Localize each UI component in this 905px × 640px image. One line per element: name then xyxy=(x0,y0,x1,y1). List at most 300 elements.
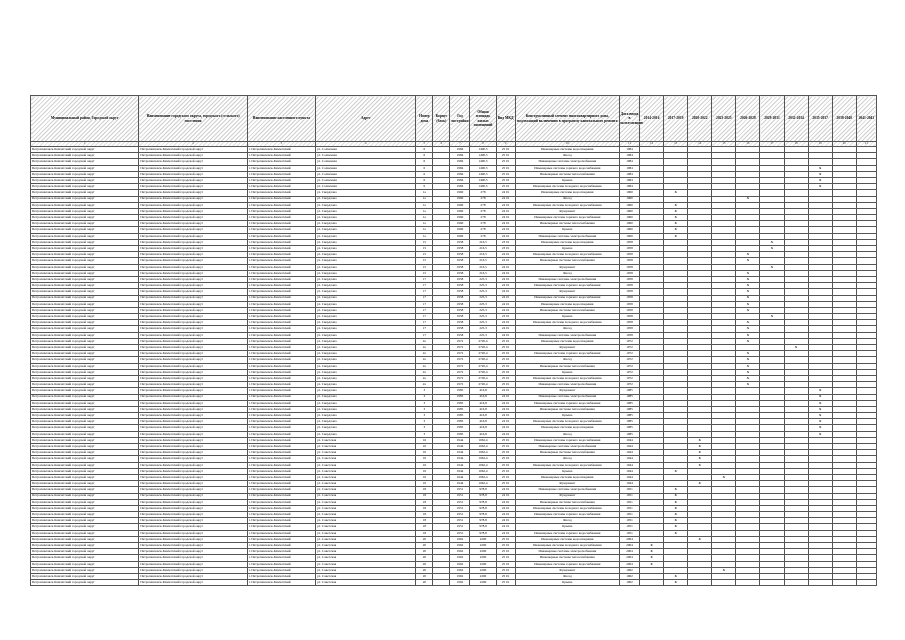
column-header: Наименование городского округа, городского (сельского) поселения xyxy=(139,96,247,142)
period-cell: Х xyxy=(736,252,760,258)
locality-cell: г. Петропавловск-Камчатский xyxy=(247,580,315,586)
building-type-cell: 25 01 xyxy=(496,474,515,480)
locality-cell: г. Петропавловск-Камчатский xyxy=(247,196,315,202)
address-cell: ул. Свердлова xyxy=(315,314,415,320)
commission-date-cell: 1958 xyxy=(619,289,639,295)
building-type-cell: 24 01 xyxy=(496,320,515,326)
locality-cell: г. Петропавловск-Камчатский xyxy=(247,431,315,437)
address-cell: ул. Советская xyxy=(315,524,415,530)
address-cell: ул. Свердлова xyxy=(315,406,415,412)
period-cell: Х xyxy=(736,382,760,388)
build-year-cell: 1960 xyxy=(450,196,470,202)
column-number: 2 xyxy=(139,142,247,147)
district-cell: Петропавловск-Камчатский городской округ xyxy=(31,153,139,159)
district-cell: Петропавловск-Камчатский городской округ xyxy=(31,549,139,555)
element-cell: Фундамент xyxy=(515,567,619,573)
area-cell: 2720,4 xyxy=(470,357,496,363)
address-cell: ул. Свердлова xyxy=(315,431,415,437)
column-number: 17 xyxy=(760,142,784,147)
column-header: 2026-2028 xyxy=(736,96,760,142)
build-year-cell: 1984 xyxy=(450,159,470,165)
district-cell: Петропавловск-Камчатский городской округ xyxy=(31,493,139,499)
building-type-cell: 24 01 xyxy=(496,524,515,530)
house-number-cell: 6 xyxy=(416,165,433,171)
locality-cell: г. Петропавловск-Камчатский xyxy=(247,258,315,264)
settlement-cell: Петропавловск-Камчатский городской округ xyxy=(139,270,247,276)
address-cell: ул. Советская xyxy=(315,580,415,586)
area-cell: 216,5 xyxy=(470,264,496,270)
period-cell: Х xyxy=(736,301,760,307)
house-number-cell: 15 xyxy=(416,258,433,264)
element-cell: Инженерные системы холодного водоснабжения xyxy=(515,505,619,511)
column-number: 20 xyxy=(832,142,856,147)
house-number-cell: 2а xyxy=(416,363,433,369)
area-cell: 278 xyxy=(470,208,496,214)
address-cell: ул. Свердлова xyxy=(315,208,415,214)
build-year-cell: 1962 xyxy=(450,543,470,549)
period-cell xyxy=(856,580,876,586)
locality-cell: г. Петропавловск-Камчатский xyxy=(247,468,315,474)
element-cell: Инженерные системы горячего водоснабжения xyxy=(515,295,619,301)
locality-cell: г. Петропавловск-Камчатский xyxy=(247,437,315,443)
house-number-cell: 17 xyxy=(416,307,433,313)
element-cell: Инженерные системы водоотведения xyxy=(515,536,619,542)
area-cell: 2720,4 xyxy=(470,345,496,351)
house-number-cell: 2а xyxy=(416,357,433,363)
period-cell xyxy=(760,580,784,586)
area-cell: 225,3 xyxy=(470,307,496,313)
area-cell: 978,8 xyxy=(470,518,496,524)
area-cell: 278 xyxy=(470,196,496,202)
locality-cell: г. Петропавловск-Камчатский xyxy=(247,425,315,431)
building-type-cell: 24 01 xyxy=(496,221,515,227)
element-cell: Фасад xyxy=(515,431,619,437)
commission-date-cell: 1958 xyxy=(619,246,639,252)
column-header: 2029-2031 xyxy=(760,96,784,142)
period-cell: Х xyxy=(736,289,760,295)
column-header: 2041-2043 xyxy=(856,96,876,142)
district-cell: Петропавловск-Камчатский городской округ xyxy=(31,326,139,332)
locality-cell: г. Петропавловск-Камчатский xyxy=(247,406,315,412)
house-number-cell: 6 xyxy=(416,171,433,177)
locality-cell: г. Петропавловск-Камчатский xyxy=(247,221,315,227)
building-type-cell: 25 01 xyxy=(496,555,515,561)
period-cell: Х xyxy=(664,573,688,579)
district-cell: Петропавловск-Камчатский городской округ xyxy=(31,338,139,344)
district-cell: Петропавловск-Камчатский городской округ xyxy=(31,369,139,375)
locality-cell: г. Петропавловск-Камчатский xyxy=(247,400,315,406)
area-cell: 278 xyxy=(470,233,496,239)
commission-date-cell: 1985 xyxy=(619,406,639,412)
element-cell: Инженерные системы электроснабжения xyxy=(515,332,619,338)
element-cell: Фасад xyxy=(515,357,619,363)
element-cell: Инженерные системы холодного водоснабжения xyxy=(515,462,619,468)
house-number-cell: 17 xyxy=(416,276,433,282)
house-number-cell: 20 xyxy=(416,555,433,561)
address-cell: ул. Советская xyxy=(315,573,415,579)
settlement-cell: Петропавловск-Камчатский городской округ xyxy=(139,536,247,542)
district-cell: Петропавловск-Камчатский городской округ xyxy=(31,320,139,326)
house-number-cell: 16 xyxy=(416,481,433,487)
settlement-cell: Петропавловск-Камчатский городской округ xyxy=(139,394,247,400)
build-year-cell: 1962 xyxy=(450,536,470,542)
area-cell: 225,3 xyxy=(470,332,496,338)
commission-date-cell: 1944 xyxy=(619,481,639,487)
settlement-cell: Петропавловск-Камчатский городской округ xyxy=(139,561,247,567)
area-cell: 978,8 xyxy=(470,524,496,530)
area-cell: 225,3 xyxy=(470,320,496,326)
period-cell: Х xyxy=(760,264,784,270)
house-number-cell: 1а xyxy=(416,190,433,196)
area-cell: 1400,5 xyxy=(470,159,496,165)
house-number-cell: 20 xyxy=(416,536,433,542)
column-header: 2017-2019 xyxy=(664,96,688,142)
period-cell: Х xyxy=(808,419,832,425)
block-cell xyxy=(433,580,450,586)
locality-cell: г. Петропавловск-Камчатский xyxy=(247,357,315,363)
locality-cell: г. Петропавловск-Камчатский xyxy=(247,444,315,450)
column-header: Адрес xyxy=(315,96,415,142)
building-type-cell: 24 01 xyxy=(496,406,515,412)
house-number-cell: 2а xyxy=(416,369,433,375)
building-type-cell: 25 01 xyxy=(496,468,515,474)
build-year-cell: 1951 xyxy=(450,499,470,505)
commission-date-cell: 1958 xyxy=(619,301,639,307)
settlement-cell: Петропавловск-Камчатский городской округ xyxy=(139,233,247,239)
column-number: 6 xyxy=(433,142,450,147)
period-cell: Х xyxy=(736,295,760,301)
commission-date-cell: 1958 xyxy=(619,239,639,245)
address-cell: ул. Свердлова xyxy=(315,388,415,394)
settlement-cell: Петропавловск-Камчатский городской округ xyxy=(139,425,247,431)
locality-cell: г. Петропавловск-Камчатский xyxy=(247,252,315,258)
locality-cell: г. Петропавловск-Камчатский xyxy=(247,549,315,555)
period-cell: Х xyxy=(664,580,688,586)
district-cell: Петропавловск-Камчатский городской округ xyxy=(31,196,139,202)
building-type-cell: 24 01 xyxy=(496,270,515,276)
locality-cell: г. Петропавловск-Камчатский xyxy=(247,524,315,530)
building-type-cell: 25 01 xyxy=(496,357,515,363)
building-type-cell: 23 01 xyxy=(496,314,515,320)
period-cell: Х xyxy=(784,345,808,351)
building-type-cell: 25 01 xyxy=(496,567,515,573)
district-cell: Петропавловск-Камчатский городской округ xyxy=(31,221,139,227)
settlement-cell: Петропавловск-Камчатский городской округ xyxy=(139,196,247,202)
element-cell: Инженерные системы холодного водоснабжения xyxy=(515,419,619,425)
address-cell: ул. Свердлова xyxy=(315,295,415,301)
area-cell: 2200 xyxy=(470,573,496,579)
build-year-cell: 1958 xyxy=(450,270,470,276)
element-cell: Инженерные системы холодного водоснабжения xyxy=(515,320,619,326)
district-cell: Петропавловск-Камчатский городской округ xyxy=(31,561,139,567)
build-year-cell: 1944 xyxy=(450,437,470,443)
period-cell: Х xyxy=(736,369,760,375)
address-cell: ул. Советская xyxy=(315,462,415,468)
locality-cell: г. Петропавловск-Камчатский xyxy=(247,184,315,190)
building-type-cell: 24 01 xyxy=(496,394,515,400)
settlement-cell: Петропавловск-Камчатский городской округ xyxy=(139,493,247,499)
column-number: 18 xyxy=(784,142,808,147)
element-cell: Фасад xyxy=(515,153,619,159)
district-cell: Петропавловск-Камчатский городской округ xyxy=(31,215,139,221)
locality-cell: г. Петропавловск-Камчатский xyxy=(247,264,315,270)
district-cell: Петропавловск-Камчатский городской округ xyxy=(31,283,139,289)
period-cell: Х xyxy=(688,437,712,443)
address-cell: ул. Солнечная xyxy=(315,147,415,153)
district-cell: Петропавловск-Камчатский городской округ xyxy=(31,332,139,338)
column-number: 8 xyxy=(470,142,496,147)
district-cell: Петропавловск-Камчатский городской округ xyxy=(31,505,139,511)
build-year-cell: 1951 xyxy=(450,530,470,536)
period-cell: Х xyxy=(808,388,832,394)
commission-date-cell: 2004 xyxy=(619,536,639,542)
house-number-cell: 1а xyxy=(416,196,433,202)
district-cell: Петропавловск-Камчатский городской округ xyxy=(31,202,139,208)
building-type-cell: 25 01 xyxy=(496,437,515,443)
district-cell: Петропавловск-Камчатский городской округ xyxy=(31,382,139,388)
locality-cell: г. Петропавловск-Камчатский xyxy=(247,518,315,524)
commission-date-cell: 2004 xyxy=(619,561,639,567)
commission-date-cell: 1958 xyxy=(619,276,639,282)
district-cell: Петропавловск-Камчатский городской округ xyxy=(31,375,139,381)
area-cell: 1062,4 xyxy=(470,481,496,487)
build-year-cell: 1951 xyxy=(450,518,470,524)
building-type-cell: 25 01 xyxy=(496,369,515,375)
district-cell: Петропавловск-Камчатский городской округ xyxy=(31,543,139,549)
locality-cell: г. Петропавловск-Камчатский xyxy=(247,555,315,561)
settlement-cell: Петропавловск-Камчатский городской округ xyxy=(139,345,247,351)
district-cell: Петропавловск-Камчатский городской округ xyxy=(31,363,139,369)
locality-cell: г. Петропавловск-Камчатский xyxy=(247,375,315,381)
settlement-cell: Петропавловск-Камчатский городской округ xyxy=(139,332,247,338)
building-type-cell: 24 01 xyxy=(496,301,515,307)
element-cell: Инженерные системы холодного водоснабжения xyxy=(515,202,619,208)
building-type-cell: 25 01 xyxy=(496,450,515,456)
build-year-cell: 1944 xyxy=(450,450,470,456)
settlement-cell: Петропавловск-Камчатский городской округ xyxy=(139,357,247,363)
address-cell: ул. Солнечная xyxy=(315,153,415,159)
area-cell: 1400,5 xyxy=(470,171,496,177)
period-cell: Х xyxy=(664,512,688,518)
district-cell: Петропавловск-Камчатский городской округ xyxy=(31,314,139,320)
house-number-cell: 18 xyxy=(416,512,433,518)
build-year-cell: 1958 xyxy=(450,301,470,307)
element-cell: Инженерные системы теплоснабжения xyxy=(515,221,619,227)
period-cell: Х xyxy=(664,468,688,474)
column-header: Номер дома xyxy=(416,96,433,142)
address-cell: ул. Свердлова xyxy=(315,363,415,369)
area-cell: 225,3 xyxy=(470,295,496,301)
house-number-cell: 2а xyxy=(416,375,433,381)
area-cell: 2720,4 xyxy=(470,369,496,375)
element-cell: Фасад xyxy=(515,270,619,276)
period-cell: Х xyxy=(736,338,760,344)
element-cell: Фундамент xyxy=(515,208,619,214)
house-number-cell: 20 xyxy=(416,573,433,579)
district-cell: Петропавловск-Камчатский городской округ xyxy=(31,165,139,171)
build-year-cell: 1958 xyxy=(450,307,470,313)
settlement-cell: Петропавловск-Камчатский городской округ xyxy=(139,351,247,357)
column-number: 10 xyxy=(515,142,619,147)
column-header: 2038-2040 xyxy=(832,96,856,142)
district-cell: Петропавловск-Камчатский городской округ xyxy=(31,474,139,480)
address-cell: ул. Советская xyxy=(315,567,415,573)
area-cell: 978,8 xyxy=(470,512,496,518)
commission-date-cell: 1984 xyxy=(619,184,639,190)
building-type-cell: 25 01 xyxy=(496,382,515,388)
settlement-cell: Петропавловск-Камчатский городской округ xyxy=(139,456,247,462)
settlement-cell: Петропавловск-Камчатский городской округ xyxy=(139,400,247,406)
house-number-cell: 16 xyxy=(416,444,433,450)
commission-date-cell: 1960 xyxy=(619,202,639,208)
build-year-cell: 1984 xyxy=(450,184,470,190)
building-type-cell: 24 01 xyxy=(496,307,515,313)
column-number: 5 xyxy=(416,142,433,147)
period-cell: Х xyxy=(688,450,712,456)
column-header: 2035-2037 xyxy=(808,96,832,142)
building-type-cell: 25 01 xyxy=(496,153,515,159)
element-cell: Фасад xyxy=(515,326,619,332)
address-cell: ул. Советская xyxy=(315,530,415,536)
build-year-cell: 1958 xyxy=(450,252,470,258)
building-type-cell: 24 01 xyxy=(496,202,515,208)
district-cell: Петропавловск-Камчатский городской округ xyxy=(31,357,139,363)
build-year-cell: 1958 xyxy=(450,320,470,326)
settlement-cell: Петропавловск-Камчатский городской округ xyxy=(139,264,247,270)
address-cell: ул. Советская xyxy=(315,450,415,456)
address-cell: ул. Советская xyxy=(315,468,415,474)
building-type-cell: 25 01 xyxy=(496,345,515,351)
building-type-cell: 24 01 xyxy=(496,425,515,431)
district-cell: Петропавловск-Камчатский городской округ xyxy=(31,536,139,542)
period-cell xyxy=(736,580,760,586)
period-cell: Х xyxy=(808,165,832,171)
house-number-cell: 6 xyxy=(416,159,433,165)
build-year-cell: 1962 xyxy=(450,580,470,586)
element-cell: Инженерные системы водоотведения xyxy=(515,190,619,196)
area-cell: 225,3 xyxy=(470,326,496,332)
commission-date-cell: 1972 xyxy=(619,345,639,351)
commission-date-cell: 1951 xyxy=(619,530,639,536)
settlement-cell: Петропавловск-Камчатский городской округ xyxy=(139,499,247,505)
period-cell: Х xyxy=(688,456,712,462)
locality-cell: г. Петропавловск-Камчатский xyxy=(247,388,315,394)
build-year-cell: 1944 xyxy=(450,468,470,474)
address-cell: ул. Советская xyxy=(315,505,415,511)
commission-date-cell: 1962 xyxy=(619,567,639,573)
element-cell: Фундамент xyxy=(515,493,619,499)
column-number: 9 xyxy=(496,142,515,147)
locality-cell: г. Петропавловск-Камчатский xyxy=(247,543,315,549)
building-type-cell: 24 01 xyxy=(496,252,515,258)
commission-date-cell: 1984 xyxy=(619,171,639,177)
building-type-cell: 25 01 xyxy=(496,363,515,369)
address-cell: ул. Свердлова xyxy=(315,252,415,258)
element-cell: Инженерные системы водоотведения xyxy=(515,301,619,307)
period-cell: Х xyxy=(808,171,832,177)
build-year-cell: 1962 xyxy=(450,549,470,555)
building-type-cell: 25 01 xyxy=(496,165,515,171)
district-cell: Петропавловск-Камчатский городской округ xyxy=(31,227,139,233)
building-type-cell: 24 01 xyxy=(496,499,515,505)
settlement-cell: Петропавловск-Камчатский городской округ xyxy=(139,326,247,332)
area-cell: 278 xyxy=(470,190,496,196)
element-cell: Инженерные системы холодного водоснабжения xyxy=(515,252,619,258)
commission-date-cell: 2004 xyxy=(619,555,639,561)
build-year-cell: 1951 xyxy=(450,524,470,530)
address-cell: ул. Свердлова xyxy=(315,239,415,245)
commission-date-cell: 1972 xyxy=(619,369,639,375)
settlement-cell: Петропавловск-Камчатский городской округ xyxy=(139,338,247,344)
element-cell: Инженерные системы теплоснабжения xyxy=(515,258,619,264)
address-cell: ул. Советская xyxy=(315,437,415,443)
settlement-cell: Петропавловск-Камчатский городской округ xyxy=(139,487,247,493)
locality-cell: г. Петропавловск-Камчатский xyxy=(247,314,315,320)
building-type-cell: 24 01 xyxy=(496,388,515,394)
house-number-cell: 3 xyxy=(416,394,433,400)
element-cell: Крыша xyxy=(515,369,619,375)
commission-date-cell: 1960 xyxy=(619,227,639,233)
house-number-cell: 17 xyxy=(416,295,433,301)
commission-date-cell: 1972 xyxy=(619,375,639,381)
settlement-cell: Петропавловск-Камчатский городской округ xyxy=(139,462,247,468)
build-year-cell: 1960 xyxy=(450,208,470,214)
district-cell: Петропавловск-Камчатский городской округ xyxy=(31,208,139,214)
period-cell: Х xyxy=(664,493,688,499)
element-cell: Инженерные системы теплоснабжения xyxy=(515,450,619,456)
address-cell: ул. Свердлова xyxy=(315,283,415,289)
locality-cell: г. Петропавловск-Камчатский xyxy=(247,332,315,338)
house-number-cell: 2а xyxy=(416,382,433,388)
element-cell: Фасад xyxy=(515,573,619,579)
build-year-cell: 1944 xyxy=(450,444,470,450)
commission-date-cell: 1951 xyxy=(619,524,639,530)
building-type-cell: 25 01 xyxy=(496,536,515,542)
address-cell: ул. Свердлова xyxy=(315,227,415,233)
area-cell: 2720,4 xyxy=(470,351,496,357)
area-cell: 2200 xyxy=(470,549,496,555)
commission-date-cell: 1944 xyxy=(619,437,639,443)
house-number-cell: 3 xyxy=(416,431,433,437)
settlement-cell: Петропавловск-Камчатский городской округ xyxy=(139,375,247,381)
district-cell: Петропавловск-Камчатский городской округ xyxy=(31,184,139,190)
building-type-cell: 24 01 xyxy=(496,295,515,301)
column-header: 2032-2034 xyxy=(784,96,808,142)
district-cell: Петропавловск-Камчатский городской округ xyxy=(31,573,139,579)
house-number-cell: 1а xyxy=(416,227,433,233)
commission-date-cell: 1944 xyxy=(619,444,639,450)
district-cell: Петропавловск-Камчатский городской округ xyxy=(31,159,139,165)
address-cell: ул. Свердлова xyxy=(315,351,415,357)
period-cell xyxy=(640,580,664,586)
address-cell: ул. Свердлова xyxy=(315,400,415,406)
period-cell: Х xyxy=(664,505,688,511)
house-number-cell: 15 xyxy=(416,270,433,276)
district-cell: Петропавловск-Камчатский городской округ xyxy=(31,289,139,295)
district-cell: Петропавловск-Камчатский городской округ xyxy=(31,468,139,474)
commission-date-cell: 1951 xyxy=(619,518,639,524)
commission-date-cell: 1972 xyxy=(619,382,639,388)
period-cell: Х xyxy=(712,474,736,480)
house-number-cell: 20 xyxy=(416,549,433,555)
column-number: 3 xyxy=(247,142,315,147)
house-number-cell: 20 xyxy=(416,543,433,549)
period-cell: Х xyxy=(664,524,688,530)
settlement-cell: Петропавловск-Камчатский городской округ xyxy=(139,431,247,437)
building-type-cell: 24 01 xyxy=(496,332,515,338)
settlement-cell: Петропавловск-Камчатский городской округ xyxy=(139,450,247,456)
build-year-cell: 1944 xyxy=(450,462,470,468)
